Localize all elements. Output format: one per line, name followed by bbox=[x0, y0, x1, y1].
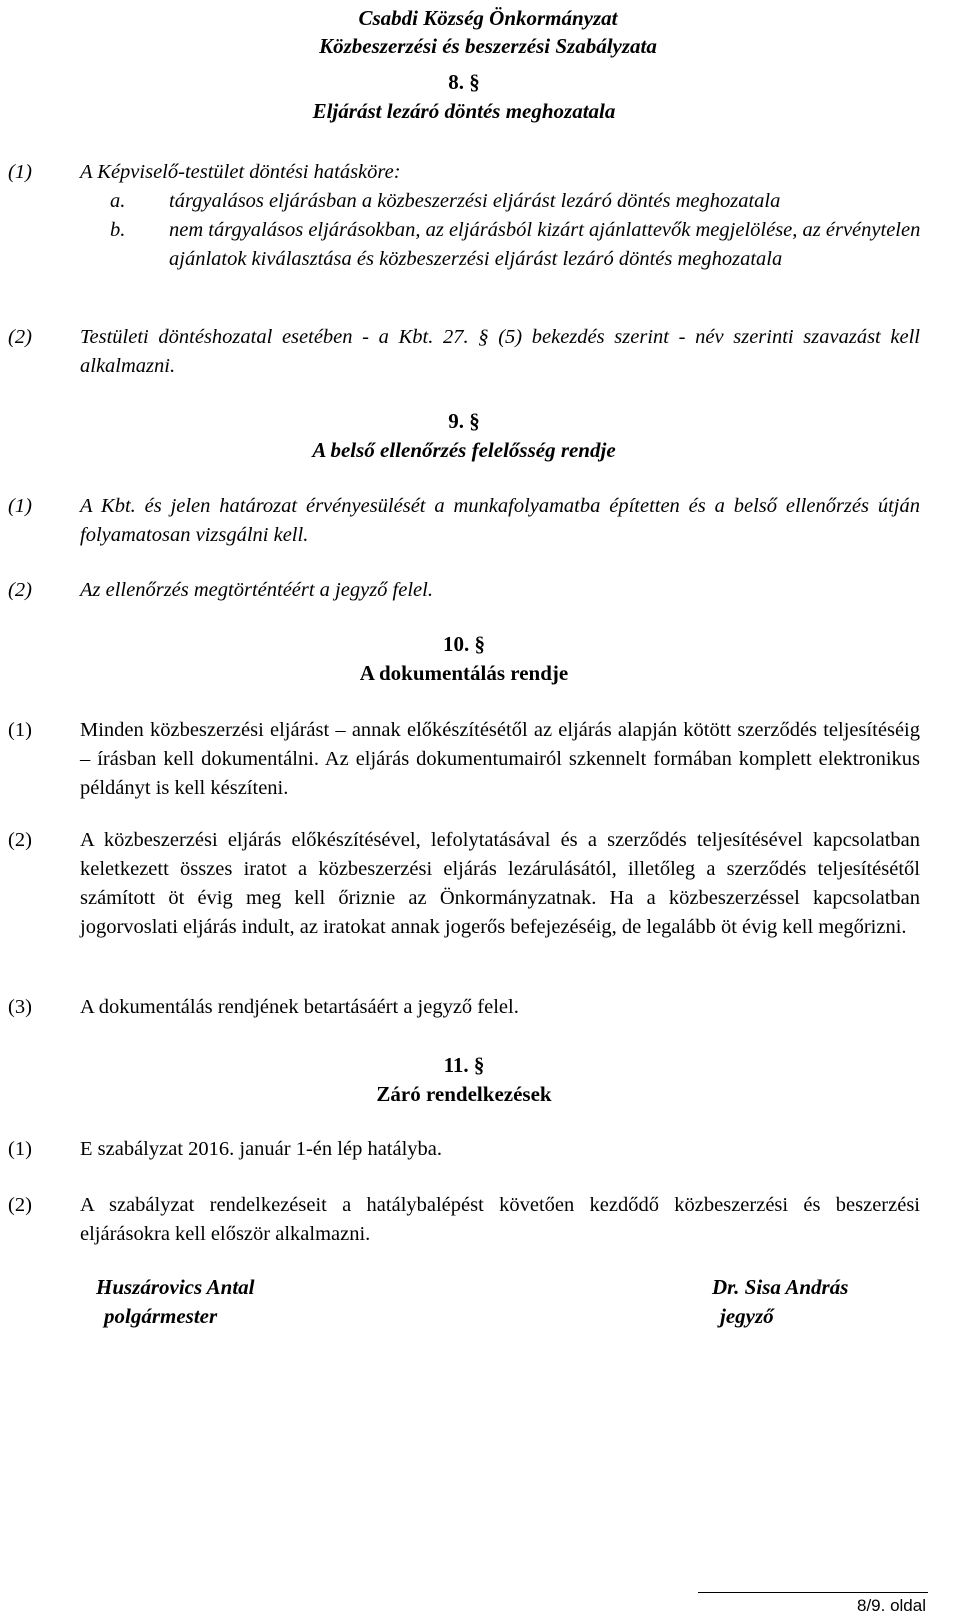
paragraph-text: A szabályzat rendelkezéseit a hatálybalépést követően kezdődő közbeszerzési és beszerzési eljárásokra kell először alkalmazni. bbox=[80, 1194, 920, 1245]
section-title: A belső ellenőrzés felelősség rendje bbox=[312, 438, 616, 462]
paragraph-number: (2) bbox=[8, 829, 32, 851]
paragraph-9-2 bbox=[8, 576, 920, 605]
paragraph-8-1 bbox=[8, 158, 920, 187]
section-number: 10. § bbox=[443, 632, 485, 656]
section-11-heading bbox=[0, 1051, 928, 1109]
list-item-text: nem tárgyalásos eljárásokban, az eljárásból kizárt ajánlattevők megjelölése, az érvénytelen ajánlatok kiválasztása és közbeszerzési eljárást lezáró döntés meghozatala bbox=[169, 219, 921, 270]
paragraph-10-1 bbox=[8, 716, 920, 803]
section-8-heading bbox=[0, 68, 928, 126]
signatory-role: jegyző bbox=[720, 1304, 774, 1328]
paragraph-text: A Kbt. és jelen határozat érvényesülését a munkafolyamatba építetten és a belső ellenőrzés útján folyamatosan vizsgálni kell. bbox=[80, 495, 920, 546]
list-item-b bbox=[110, 216, 930, 274]
paragraph-text: E szabályzat 2016. január 1-én lép hatályba. bbox=[80, 1138, 443, 1160]
paragraph-11-2 bbox=[8, 1191, 920, 1249]
page-number: 8/9. oldal bbox=[857, 1596, 926, 1615]
section-10-heading bbox=[0, 630, 928, 688]
paragraph-10-2 bbox=[8, 826, 920, 942]
list-item-letter: b. bbox=[110, 219, 126, 241]
paragraph-text: A közbeszerzési eljárás előkészítésével, lefolytatásával és a szerződés teljesítésével kapcsolatban keletkezett összes iratot a közbeszerzési eljárás lezárulásától, illetőleg a szerződés teljesítésétől számított öt évig meg kell őriznie az Önkormányzatnak. Ha a közbeszerzéssel kapcsolatban jogorvoslati eljárás indult, az iratokat annak jogerős befejezéséig, de legalább öt évig kell megőrizni. bbox=[80, 829, 920, 938]
page-header bbox=[0, 4, 960, 60]
section-number: 11. § bbox=[443, 1053, 485, 1077]
paragraph-number: (1) bbox=[8, 1138, 32, 1160]
section-number: 8. § bbox=[448, 70, 480, 94]
paragraph-number: (2) bbox=[8, 579, 32, 601]
signatory-name: Huszárovics Antal bbox=[96, 1275, 255, 1299]
paragraph-number: (1) bbox=[8, 719, 32, 741]
paragraph-8-2 bbox=[8, 323, 920, 381]
list-item-a bbox=[110, 187, 930, 216]
header-line-2: Közbeszerzési és beszerzési Szabályzata bbox=[319, 34, 657, 58]
paragraph-9-1 bbox=[8, 492, 920, 550]
header-line-1: Csabdi Község Önkormányzat bbox=[358, 6, 618, 30]
footer-rule bbox=[698, 1592, 928, 1593]
paragraph-text: Az ellenőrzés megtörténtéért a jegyző felel. bbox=[80, 579, 433, 601]
signatory-name: Dr. Sisa András bbox=[712, 1275, 849, 1299]
paragraph-number: (3) bbox=[8, 996, 32, 1018]
paragraph-number: (1) bbox=[8, 161, 32, 183]
paragraph-text: A Képviselő-testület döntési hatásköre: bbox=[80, 161, 401, 183]
signatory-role: polgármester bbox=[104, 1304, 218, 1328]
section-number: 9. § bbox=[448, 409, 480, 433]
section-title: Záró rendelkezések bbox=[376, 1082, 552, 1106]
paragraph-number: (2) bbox=[8, 326, 32, 348]
section-title: A dokumentálás rendje bbox=[359, 661, 569, 685]
paragraph-10-3 bbox=[8, 993, 920, 1022]
paragraph-11-1 bbox=[8, 1135, 920, 1164]
paragraph-text: Testületi döntéshozatal esetében - a Kbt. 27. § (5) bekezdés szerint - név szerinti szavazást kell alkalmazni. bbox=[80, 326, 920, 377]
signature-left bbox=[96, 1273, 255, 1331]
paragraph-number: (1) bbox=[8, 495, 32, 517]
section-title: Eljárást lezáró döntés meghozatala bbox=[312, 99, 616, 123]
list-item-letter: a. bbox=[110, 190, 126, 212]
paragraph-text: Minden közbeszerzési eljárást – annak előkészítésétől az eljárás alapján kötött szerződés teljesítéséig – írásban kell dokumentálni. Az eljárás dokumentumairól szkennelt formában komplett elektronikus példányt is kell készíteni. bbox=[80, 719, 920, 799]
section-9-heading bbox=[0, 407, 928, 465]
paragraph-number: (2) bbox=[8, 1194, 32, 1216]
list-item-text: tárgyalásos eljárásban a közbeszerzési eljárást lezáró döntés meghozatala bbox=[169, 190, 781, 212]
signature-right bbox=[712, 1273, 848, 1331]
paragraph-text: A dokumentálás rendjének betartásáért a jegyző felel. bbox=[80, 996, 519, 1018]
